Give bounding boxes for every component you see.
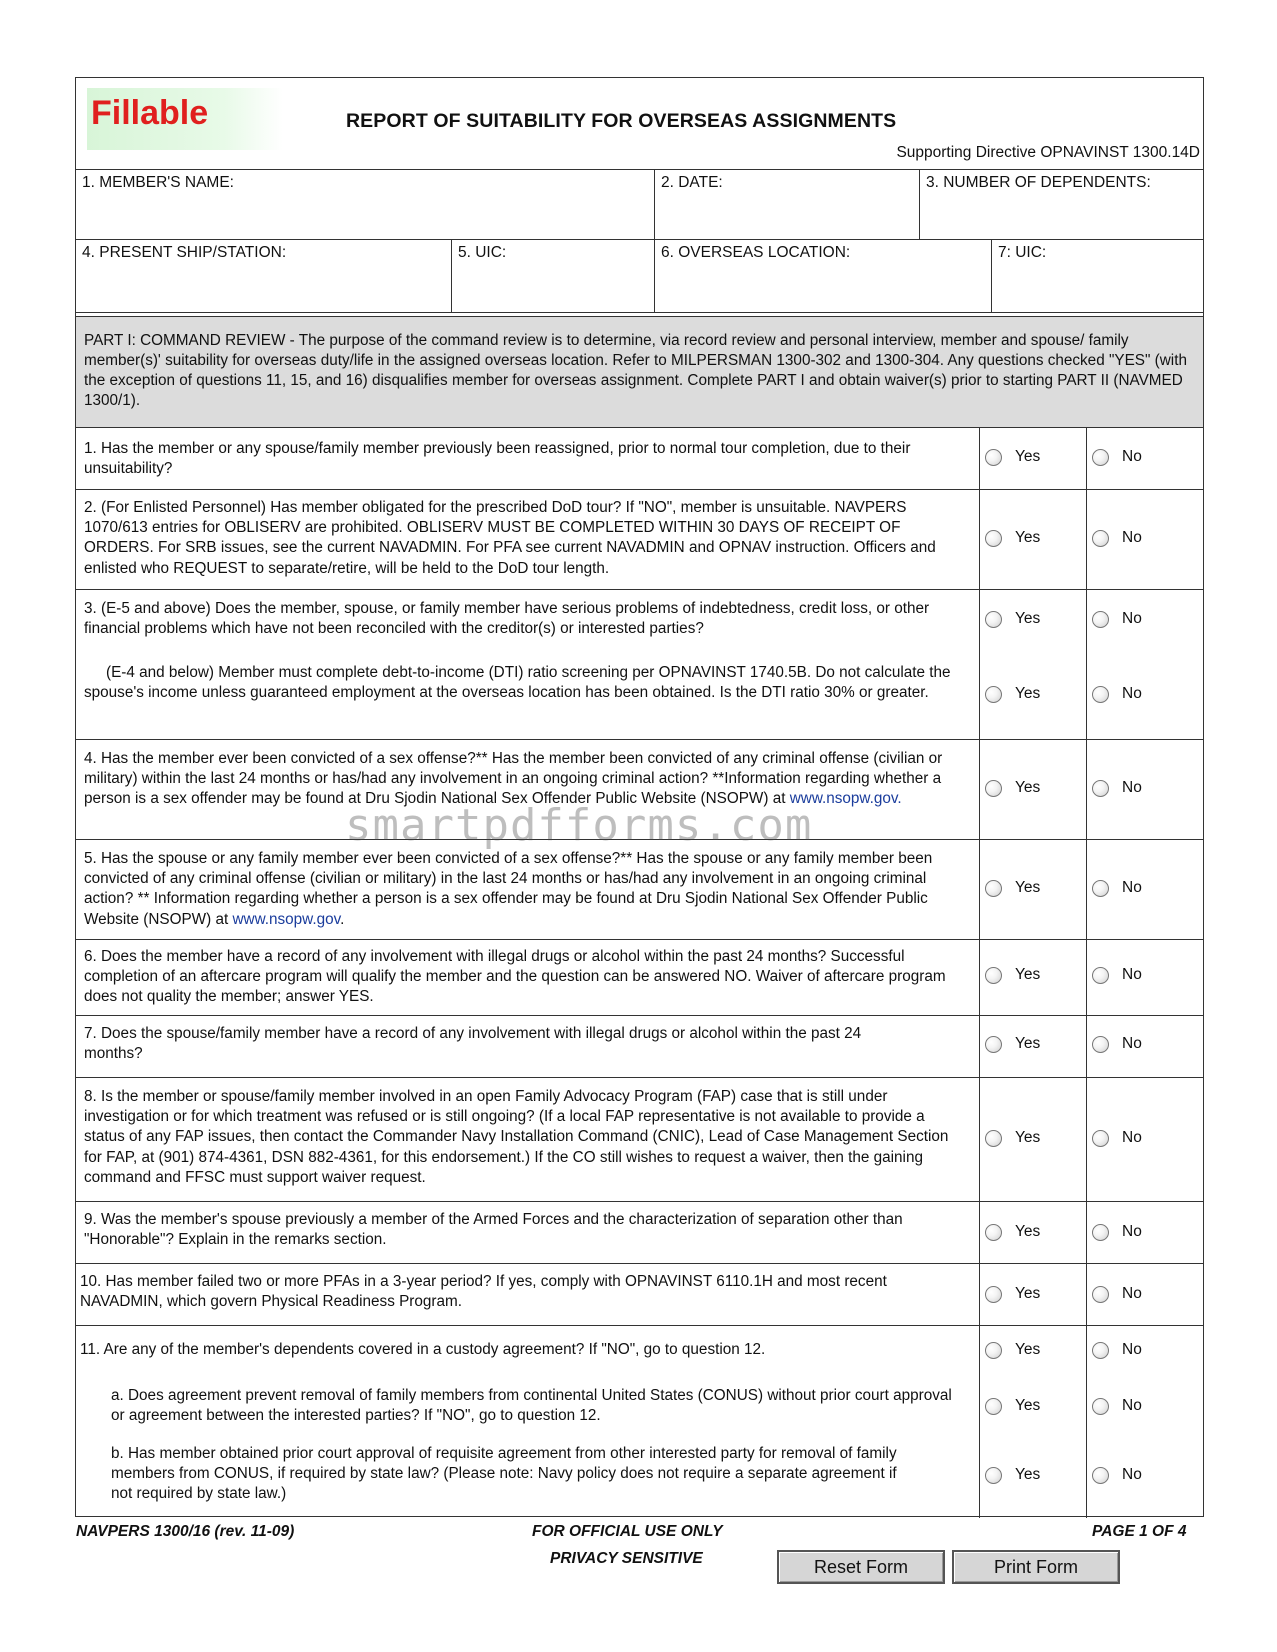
divider bbox=[76, 489, 1203, 490]
no-label: No bbox=[1122, 1466, 1142, 1483]
q4-no-option[interactable] bbox=[1092, 779, 1142, 797]
q2-yes-option[interactable] bbox=[985, 529, 1040, 547]
q6-no-option[interactable] bbox=[1092, 966, 1142, 984]
no-label: No bbox=[1122, 448, 1142, 465]
divider bbox=[76, 1325, 1203, 1326]
q6-yes-option[interactable] bbox=[985, 966, 1040, 984]
question-10: 10. Has member failed two or more PFAs in a 3-year period? If yes, comply with OPNAVINST 6110.1H and most recent NAVADMIN, which govern Physical Readiness Program. bbox=[80, 1273, 887, 1311]
radio-icon bbox=[1092, 1286, 1109, 1303]
yes-label: Yes bbox=[1015, 1223, 1041, 1240]
radio-icon bbox=[1092, 967, 1109, 984]
radio-icon bbox=[1092, 1342, 1109, 1359]
yes-label: Yes bbox=[1015, 1285, 1041, 1302]
question-4-text: 4. Has the member ever been convicted of a sex offense?** Has the member been convicted of any criminal offense (civilian or military) within the last 24 months or has/had any involvement in an ongoing criminal action? **Information regarding whether a person is a sex offender may be found at Dru Sjodin National Sex Offender Public Website (NSOPW) at bbox=[84, 750, 943, 808]
q9-yes-option[interactable] bbox=[985, 1223, 1040, 1241]
yes-label: Yes bbox=[1015, 966, 1041, 983]
report-form bbox=[75, 77, 1204, 1517]
radio-icon bbox=[985, 686, 1002, 703]
no-label: No bbox=[1122, 529, 1142, 546]
yes-label: Yes bbox=[1015, 448, 1041, 465]
q5-yes-option[interactable] bbox=[985, 879, 1040, 897]
present-station-field[interactable] bbox=[76, 239, 451, 312]
question-11a: a. Does agreement prevent removal of family members from continental United States (CONUS) without prior court approval or agreement between the interested parties? If "NO", go to question 12. bbox=[111, 1387, 952, 1425]
date-field[interactable] bbox=[655, 169, 919, 239]
no-label: No bbox=[1122, 1285, 1142, 1302]
no-label: No bbox=[1122, 779, 1142, 796]
radio-icon bbox=[1092, 1467, 1109, 1484]
member-name-field[interactable] bbox=[76, 169, 654, 239]
radio-icon bbox=[1092, 1398, 1109, 1415]
yes-label: Yes bbox=[1015, 1129, 1041, 1146]
q3a-yes-option[interactable] bbox=[985, 610, 1040, 628]
print-form-button[interactable]: Print Form bbox=[952, 1550, 1120, 1584]
q10-no-option[interactable] bbox=[1092, 1285, 1142, 1303]
q7-no-option[interactable] bbox=[1092, 1035, 1142, 1053]
uic5-label: 5. UIC: bbox=[458, 244, 507, 261]
radio-icon bbox=[1092, 880, 1109, 897]
radio-icon bbox=[985, 967, 1002, 984]
no-label: No bbox=[1122, 966, 1142, 983]
dependents-label: 3. NUMBER OF DEPENDENTS: bbox=[926, 174, 1151, 191]
q8-no-option[interactable] bbox=[1092, 1129, 1142, 1147]
q9-no-option[interactable] bbox=[1092, 1223, 1142, 1241]
radio-icon bbox=[985, 1467, 1002, 1484]
q10-yes-option[interactable] bbox=[985, 1285, 1040, 1303]
radio-icon bbox=[985, 1036, 1002, 1053]
yes-label: Yes bbox=[1015, 779, 1041, 796]
divider bbox=[76, 939, 1203, 940]
nsopw-link[interactable]: www.nsopw.gov. bbox=[789, 790, 902, 808]
radio-icon bbox=[985, 880, 1002, 897]
dependents-field[interactable] bbox=[920, 169, 1203, 239]
present-station-label: 4. PRESENT SHIP/STATION: bbox=[82, 244, 287, 261]
privacy-label: PRIVACY SENSITIVE bbox=[550, 1550, 703, 1567]
no-label: No bbox=[1122, 879, 1142, 896]
radio-icon bbox=[985, 1398, 1002, 1415]
uic7-field[interactable] bbox=[992, 239, 1203, 312]
divider bbox=[76, 1201, 1203, 1202]
divider bbox=[76, 739, 1203, 740]
page-number: PAGE 1 OF 4 bbox=[1092, 1523, 1187, 1540]
yes-label: Yes bbox=[1015, 1466, 1041, 1483]
form-header bbox=[76, 78, 1203, 170]
fillable-badge: Fillable bbox=[87, 88, 283, 150]
no-label: No bbox=[1122, 1035, 1142, 1052]
radio-icon bbox=[1092, 686, 1109, 703]
divider bbox=[1086, 427, 1087, 1518]
nsopw-link[interactable]: www.nsopw.gov bbox=[232, 910, 341, 928]
divider bbox=[76, 1015, 1203, 1016]
question-5-text: 5. Has the spouse or any family member ever been convicted of a sex offense?** Has the spouse or any family member been convicted of any criminal offense (civilian or military) in the last 24 months or has/had any involvement in an ongoing criminal action? ** Information regarding whether a person is a sex offender may be found at Dru Sjodin National Sex Offender Public Website (NSOPW) at bbox=[84, 850, 933, 928]
question-3b: (E-4 and below) Member must complete debt-to-income (DTI) ratio screening per OPNAVINST 1740.5B. Do not calculate the spouse's income unless guaranteed employment at the overseas location has been obtained. Is the DTI ratio 30% or greater. bbox=[84, 664, 951, 702]
radio-icon bbox=[985, 1286, 1002, 1303]
no-label: No bbox=[1122, 610, 1142, 627]
radio-icon bbox=[985, 780, 1002, 797]
q8-yes-option[interactable] bbox=[985, 1129, 1040, 1147]
question-9: 9. Was the member's spouse previously a member of the Armed Forces and the characterization of separation other than "Honorable"? Explain in the remarks section. bbox=[84, 1211, 903, 1249]
no-label: No bbox=[1122, 1397, 1142, 1414]
q2-no-option[interactable] bbox=[1092, 529, 1142, 547]
q4-yes-option[interactable] bbox=[985, 779, 1040, 797]
divider bbox=[76, 1077, 1203, 1078]
radio-icon bbox=[985, 1130, 1002, 1147]
question-6: 6. Does the member have a record of any involvement with illegal drugs or alcohol within the past 24 months? Successful completion of an aftercare program will qualify the member and the question can be answered NO. Waiver of aftercare program does not quality the member; answer YES. bbox=[84, 948, 946, 1006]
q11a-no-option[interactable] bbox=[1092, 1397, 1142, 1415]
radio-icon bbox=[985, 530, 1002, 547]
part1-instructions: PART I: COMMAND REVIEW - The purpose of the command review is to determine, via record review and personal interview, member and spouse/ family member(s)' suitability for overseas duty/life in the assigned overseas location. Refer to MILPERSMAN 1300-302 and 1300-304. Any questions checked "YES" (with the exception of questions 11, 15, and 16) disqualifies member for overseas assignment. Complete PART I and obtain waiver(s) prior to starting PART II (NAVMED 1300/1). bbox=[76, 317, 1203, 427]
q3a-no-option[interactable] bbox=[1092, 610, 1142, 628]
yes-label: Yes bbox=[1015, 1397, 1041, 1414]
radio-icon bbox=[985, 611, 1002, 628]
radio-icon bbox=[985, 449, 1002, 466]
question-2: 2. (For Enlisted Personnel) Has member obligated for the prescribed DoD tour? If "NO", member is unsuitable. NAVPERS 1070/613 entries for OBLISERV are prohibited. OBLISERV MUST BE COMPLETED WITHIN 30 DAYS OF RECEIPT OF ORDERS. For SRB issues, see the current NAVADMIN. For PFA see current NAVADMIN and OPNAV instruction. Officers and enlisted who REQUEST to separate/retire, will be held to the DoD tour length. bbox=[84, 499, 936, 577]
yes-label: Yes bbox=[1015, 529, 1041, 546]
radio-icon bbox=[1092, 1224, 1109, 1241]
divider bbox=[76, 1263, 1203, 1264]
q11b-yes-option[interactable] bbox=[985, 1466, 1040, 1484]
yes-label: Yes bbox=[1015, 1341, 1041, 1358]
uic5-field[interactable] bbox=[452, 239, 654, 312]
question-1: 1. Has the member or any spouse/family member previously been reassigned, prior to normal tour completion, due to their unsuitability? bbox=[84, 440, 911, 478]
radio-icon bbox=[1092, 1130, 1109, 1147]
overseas-location-field[interactable] bbox=[655, 239, 991, 312]
radio-icon bbox=[985, 1224, 1002, 1241]
q3b-no-option[interactable] bbox=[1092, 685, 1142, 703]
overseas-location-label: 6. OVERSEAS LOCATION: bbox=[661, 244, 851, 261]
divider bbox=[76, 312, 1203, 313]
q11b-no-option[interactable] bbox=[1092, 1466, 1142, 1484]
q11-no-option[interactable] bbox=[1092, 1341, 1142, 1359]
no-label: No bbox=[1122, 685, 1142, 702]
q11a-yes-option[interactable] bbox=[985, 1397, 1040, 1415]
yes-label: Yes bbox=[1015, 610, 1041, 627]
form-title: REPORT OF SUITABILITY FOR OVERSEAS ASSIGNMENTS bbox=[346, 110, 897, 132]
radio-icon bbox=[1092, 449, 1109, 466]
question-11: 11. Are any of the member's dependents covered in a custody agreement? If "NO", go to question 12. bbox=[80, 1341, 766, 1358]
fouo-label: FOR OFFICIAL USE ONLY bbox=[532, 1523, 723, 1540]
q11-yes-option[interactable] bbox=[985, 1341, 1040, 1359]
no-label: No bbox=[1122, 1129, 1142, 1146]
yes-label: Yes bbox=[1015, 879, 1041, 896]
radio-icon bbox=[1092, 611, 1109, 628]
watermark: smartpdfforms.com bbox=[345, 800, 813, 851]
divider bbox=[76, 589, 1203, 590]
uic7-label: 7: UIC: bbox=[998, 244, 1047, 261]
no-label: No bbox=[1122, 1223, 1142, 1240]
question-5: 5. Has the spouse or any family member ever been convicted of a sex offense?** Has the spouse or any family member been convicted of any criminal offense (civilian or military) in the last 24 months or has/had any involvement in an ongoing criminal action? ** Information regarding whether a person is a sex offender may be found at Dru Sjodin National Sex Offender Public Website (NSOPW) at www.nsopw.gov. bbox=[84, 850, 933, 928]
question-3a: 3. (E-5 and above) Does the member, spouse, or family member have serious problems of indebtedness, credit loss, or other financial problems which have not been reconciled with the creditor(s) or interested parties? bbox=[84, 600, 930, 638]
no-label: No bbox=[1122, 1341, 1142, 1358]
q1-no-option[interactable] bbox=[1092, 448, 1142, 466]
date-label: 2. DATE: bbox=[661, 174, 723, 191]
divider bbox=[979, 427, 980, 1518]
yes-label: Yes bbox=[1015, 1035, 1041, 1052]
divider bbox=[76, 427, 1203, 428]
question-8: 8. Is the member or spouse/family member involved in an open Family Advocacy Program (FAP) case that is still under investigation or for which treatment was refused or is still ongoing? (If a local FAP representative is not available to provide a status of any FAP issues, then contact the Commander Navy Installation Command (CNIC), Lead of Case Management Section for FAP, at (901) 874-4361, DSN 882-4361, for this endorsement.) If the CO still wishes to request a waiver, then the gaining command and FFSC must support waiver request. bbox=[84, 1088, 949, 1186]
q5-no-option[interactable] bbox=[1092, 879, 1142, 897]
question-11b: b. Has member obtained prior court approval of requisite agreement from other interested party for removal of family members from CONUS, if required by state law? (Please note: Navy policy does not require a separate agreement if not required by state law.) bbox=[111, 1445, 897, 1503]
radio-icon bbox=[985, 1342, 1002, 1359]
question-7: 7. Does the spouse/family member have a record of any involvement with illegal drugs or alcohol within the past 24 months? bbox=[84, 1025, 862, 1063]
yes-label: Yes bbox=[1015, 685, 1041, 702]
reset-form-button[interactable]: Reset Form bbox=[777, 1550, 945, 1584]
q3b-yes-option[interactable] bbox=[985, 685, 1040, 703]
q1-yes-option[interactable] bbox=[985, 448, 1040, 466]
q7-yes-option[interactable] bbox=[985, 1035, 1040, 1053]
member-name-label: 1. MEMBER'S NAME: bbox=[82, 174, 234, 191]
supporting-directive: Supporting Directive OPNAVINST 1300.14D bbox=[896, 144, 1200, 161]
radio-icon bbox=[1092, 1036, 1109, 1053]
form-number: NAVPERS 1300/16 (rev. 11-09) bbox=[76, 1523, 295, 1540]
radio-icon bbox=[1092, 780, 1109, 797]
radio-icon bbox=[1092, 530, 1109, 547]
